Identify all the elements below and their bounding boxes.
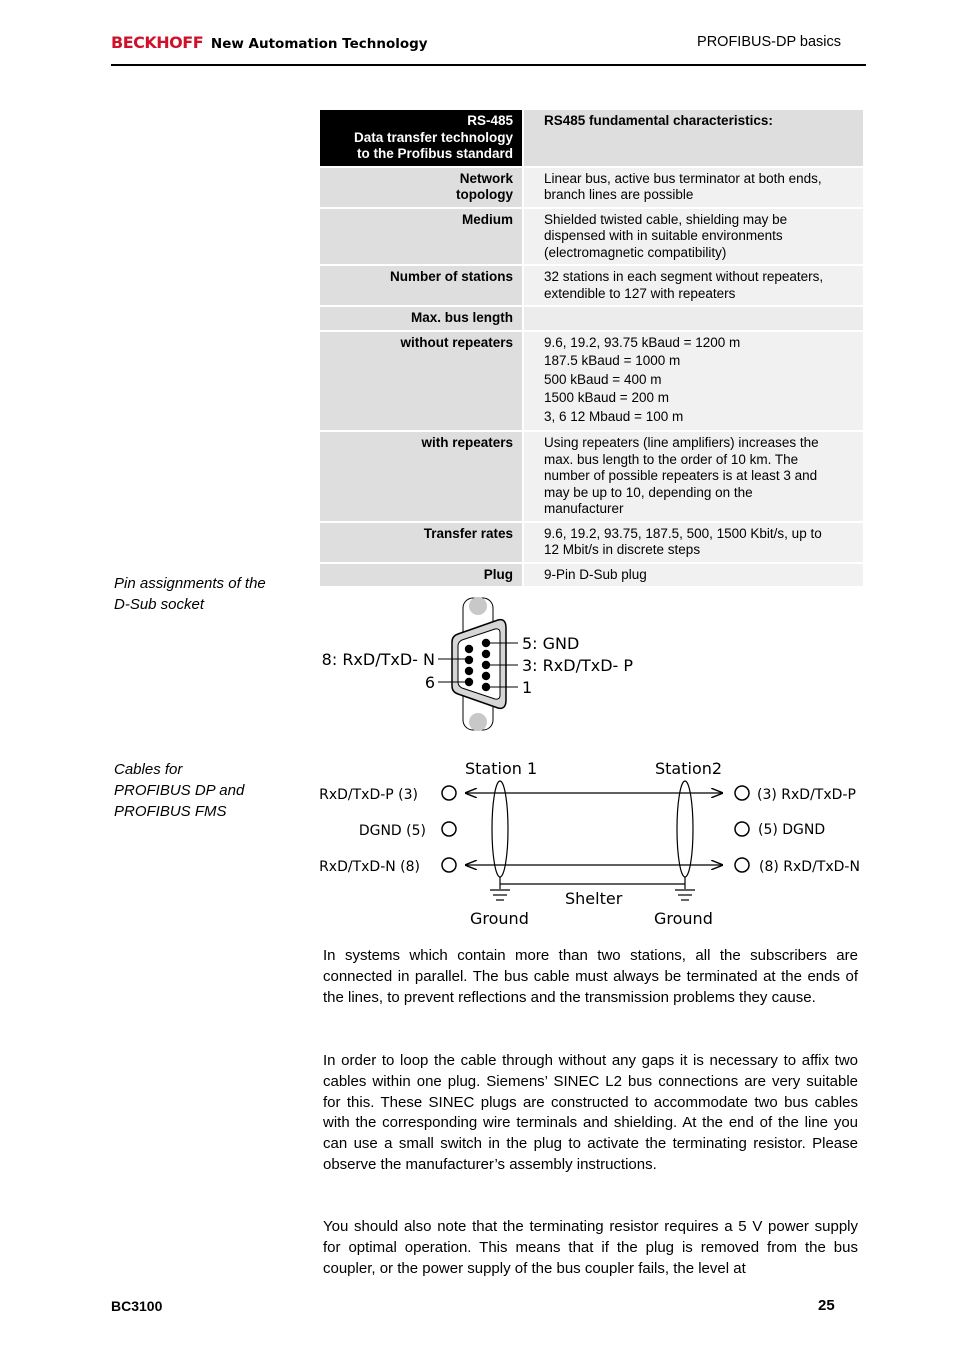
right-terminal-5 [735,822,749,836]
row-label: Number of stations [319,265,523,306]
left-terminal-8 [442,858,456,872]
right-terminal-8 [735,858,749,872]
ground-left-label: Ground [470,909,529,928]
pin8-label: 8: RxD/TxD- N [321,650,435,669]
row-value: 9.6, 19.2, 93.75, 187.5, 500, 1500 Kbit/s, up to 12 Mbit/s in discrete steps [523,522,864,563]
table-header-value: RS485 fundamental characteristics: [523,109,864,167]
dsub-connector-shape [452,597,506,731]
body-paragraph: In systems which contain more than two stations, all the subscribers are connected in parallel. The bus cable must always be terminated at the ends of the lines, to prevent reflections and the transmission problems they cause. [323,947,858,1006]
row-label: Medium [319,208,523,266]
row-value [523,306,864,331]
shield-ellipse-left [492,781,508,877]
row-label: with repeaters [319,431,523,522]
left-label-rxd-p: RxD/TxD-P (3) [319,787,418,803]
table-row [319,522,864,563]
table-row [319,563,864,588]
table-row [319,431,864,522]
left-terminal-5 [442,822,456,836]
left-label-dgnd: DGND (5) [358,823,426,839]
left-label-rxd-n: RxD/TxD-N (8) [319,859,420,875]
left-terminal-3 [442,786,456,800]
right-label-rxd-n: (8) RxD/TxD-N [759,859,860,875]
section-title: PROFIBUS-DP basics [697,34,841,50]
right-label-dgnd: (5) DGND [758,822,826,838]
row-value: 9-Pin D-Sub plug [523,563,864,588]
brand-tagline: New Automation Technology [210,36,428,52]
beckhoff-logo: BECKHOFF [111,33,204,52]
right-label-rxd-p: (3) RxD/TxD-P [757,787,856,803]
table-row [319,167,864,208]
pin3-label: 3: RxD/TxD- P [522,656,634,675]
ground-symbol-left [490,890,510,900]
mounting-screw-top [469,597,487,615]
row-value: Linear bus, active bus terminator at both ends, branch lines are possible [523,167,864,208]
cable-wiring-diagram [318,752,863,932]
mounting-screw-bottom [469,713,487,731]
table-header-label: RS-485 Data transfer technology to the Profibus standard [319,109,523,167]
right-terminal-3 [735,786,749,800]
row-label: Plug [319,563,523,588]
table-row [319,265,864,306]
row-label: without repeaters [319,331,523,432]
ground-symbol-right [675,890,695,900]
rs485-characteristics-table [318,108,865,588]
body-paragraph: In order to loop the cable through without any gaps it is necessary to affix two cables within one plug. Siemens’ SINEC L2 bus connections are very suitable for this. These SINEC plugs are constructed to accommodate two bus cables with the corresponding wire terminals and shielding. At the end of the line you can use a small switch in the plug to activate the terminating resistor. Please observe the manufacturer’s assembly instructions. [323,1052,858,1173]
dsub-socket-diagram [318,590,658,740]
row-label: Network topology [319,167,523,208]
body-paragraph: You should also note that the terminating resistor requires a 5 V power supply for optimal operation. This means that if the plug is removed from the bus coupler, or the power supply of the bus coupler fails, the level at [323,1218,858,1277]
table-row [319,208,864,266]
shield-ellipse-right [677,781,693,877]
cables-label: Cables for PROFIBUS DP and PROFIBUS FMS [114,761,245,820]
row-value: 9.6, 19.2, 93.75 kBaud = 1200 m 187.5 kBaud = 1000 m 500 kBaud = 400 m 1500 kBaud = 200 m 3, 6 12 Mbaud = 100 m [523,331,864,432]
row-label: Max. bus length [319,306,523,331]
ground-right-label: Ground [654,909,713,928]
pin1-label: 1 [522,678,533,697]
page-header [111,28,866,66]
row-label: Transfer rates [319,522,523,563]
row-value: Using repeaters (line amplifiers) increases the max. bus length to the order of 10 km. The number of possible repeaters is at least 3 and may be up to 10, depending on the manufacturer [523,431,864,522]
brand [111,33,428,52]
page-number: 25 [818,1297,835,1314]
station2-label: Station2 [655,759,723,778]
pin-assignments-label: Pin assignments of the D-Sub socket [114,575,266,613]
station1-label: Station 1 [465,759,538,778]
table-header-row [319,109,864,167]
table-row [319,331,864,432]
row-value: Shielded twisted cable, shielding may be dispensed with in suitable environments (electromagnetic compatibility) [523,208,864,266]
row-value: 32 stations in each segment without repeaters, extendible to 127 with repeaters [523,265,864,306]
shelter-label: Shelter [565,889,623,908]
pin5-label: 5: GND [522,634,580,653]
pin6-label: 6 [424,673,435,692]
table-row [319,306,864,331]
footer-product: BC3100 [111,1298,163,1314]
